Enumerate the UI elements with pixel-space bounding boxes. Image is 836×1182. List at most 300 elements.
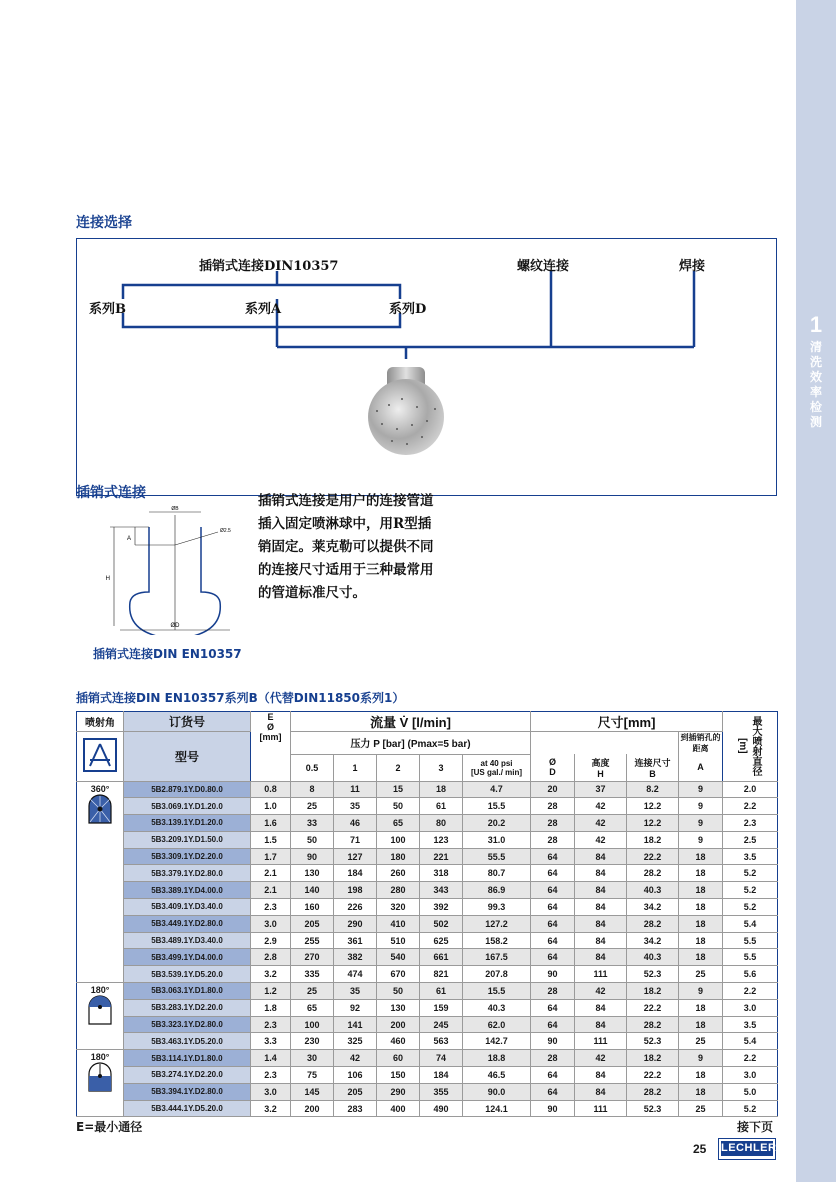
dim-h: 111 (575, 1033, 627, 1050)
e-diameter: 2.1 (251, 865, 291, 882)
header-model: 型号 (124, 732, 251, 782)
dim-h: 42 (575, 831, 627, 848)
e-diameter: 2.1 (251, 882, 291, 899)
flow-2bar: 200 (377, 1016, 420, 1033)
table-row (77, 815, 778, 832)
flow-40psi: 127.2 (463, 915, 531, 932)
flow-3bar: 661 (420, 949, 463, 966)
header-dimensions: 尺寸[mm] (531, 712, 723, 732)
dim-d: 90 (531, 1100, 575, 1117)
header-e-label: E (267, 712, 274, 722)
table-row (77, 1033, 778, 1050)
model-number: 5B3.444.1Y.D5.20.0 (124, 1100, 251, 1117)
flow-3bar: 392 (420, 899, 463, 916)
e-diameter: 1.8 (251, 999, 291, 1016)
table-row (77, 999, 778, 1016)
chapter-title: 清洗效率检测 (809, 340, 822, 429)
label-series-a: 系列A (245, 302, 282, 317)
flow-0-5bar: 65 (291, 999, 334, 1016)
header-pressure: 压力 P [bar] (Pmax=5 bar) (291, 732, 531, 755)
model-number: 5B3.539.1Y.D5.20.0 (124, 966, 251, 983)
header-spray-angle: 喷射角 (77, 712, 124, 732)
flow-0-5bar: 30 (291, 1050, 334, 1067)
flow-0-5bar: 130 (291, 865, 334, 882)
dim-a: 18 (679, 882, 723, 899)
label-thread-connection: 螺纹连接 (517, 259, 570, 274)
page-number: 25 (693, 1142, 707, 1156)
continued-label: 接下页 (737, 1120, 774, 1134)
dim-d-label: ØD (170, 623, 180, 629)
model-number: 5B3.499.1Y.D4.00.0 (124, 949, 251, 966)
flow-40psi: 80.7 (463, 865, 531, 882)
model-number: 5B3.274.1Y.D2.20.0 (124, 1067, 251, 1084)
spray-angle-label: 360° (90, 783, 110, 794)
flow-0-5bar: 200 (291, 1100, 334, 1117)
dim-h: 84 (575, 949, 627, 966)
table-row (77, 983, 778, 1000)
spray-angle-icon (83, 738, 117, 772)
dim-d: 28 (531, 983, 575, 1000)
chapter-side-tab (796, 0, 836, 1182)
pin-connection-description: 插销式连接是用户的连接管道插入固定喷淋球中，用R型插销固定。莱克勒可以提供不同的连接尺寸适用于三种最常用的管道标准尺寸。 (258, 493, 434, 601)
table-row (77, 882, 778, 899)
spray-180-up-icon (87, 995, 113, 1025)
table-row (77, 781, 778, 798)
header-h (575, 754, 627, 781)
header-e (251, 712, 291, 782)
flow-40psi: 15.5 (463, 983, 531, 1000)
flow-0-5bar: 50 (291, 831, 334, 848)
flow-0-5bar: 25 (291, 983, 334, 1000)
model-number: 5B3.489.1Y.D3.40.0 (124, 932, 251, 949)
flow-3bar: 221 (420, 848, 463, 865)
table-row (77, 848, 778, 865)
flow-2bar: 320 (377, 899, 420, 916)
flow-2bar: 670 (377, 966, 420, 983)
flow-3bar: 184 (420, 1067, 463, 1084)
dim-b: 52.3 (627, 966, 679, 983)
dim-a: 18 (679, 1083, 723, 1100)
flow-0-5bar: 75 (291, 1067, 334, 1084)
dim-b: 22.2 (627, 999, 679, 1016)
dim-d: 28 (531, 831, 575, 848)
flow-40psi: 46.5 (463, 1067, 531, 1084)
flow-2bar: 65 (377, 815, 420, 832)
flow-2bar: 50 (377, 798, 420, 815)
chapter-number: 1 (809, 312, 823, 337)
dim-h: 84 (575, 882, 627, 899)
dim-d: 64 (531, 1083, 575, 1100)
flow-0-5bar: 160 (291, 899, 334, 916)
header-e-unit: [mm] (259, 732, 282, 742)
flow-3bar: 245 (420, 1016, 463, 1033)
flow-40psi: 167.5 (463, 949, 531, 966)
max-spray-diameter: 5.2 (723, 865, 778, 882)
table-row (77, 1016, 778, 1033)
max-spray-diameter: 3.5 (723, 848, 778, 865)
flow-3bar: 502 (420, 915, 463, 932)
e-diameter: 1.0 (251, 798, 291, 815)
flow-1bar: 290 (334, 915, 377, 932)
flow-2bar: 510 (377, 932, 420, 949)
max-spray-diameter: 5.6 (723, 966, 778, 983)
flow-2bar: 280 (377, 882, 420, 899)
connection-diagram (76, 238, 777, 496)
flow-3bar: 343 (420, 882, 463, 899)
max-spray-diameter: 2.5 (723, 831, 778, 848)
flow-2bar: 400 (377, 1100, 420, 1117)
flow-3bar: 625 (420, 932, 463, 949)
e-diameter: 3.2 (251, 1100, 291, 1117)
dim-a: 18 (679, 899, 723, 916)
max-spray-diameter: 3.0 (723, 999, 778, 1016)
flow-3bar: 18 (420, 781, 463, 798)
dim-h: 42 (575, 1050, 627, 1067)
header-conn-size-label: 连接尺寸 (634, 757, 671, 768)
flow-0-5bar: 25 (291, 798, 334, 815)
flow-40psi: 86.9 (463, 882, 531, 899)
max-spray-diameter: 5.0 (723, 1083, 778, 1100)
spray-360-icon (87, 794, 113, 824)
model-number: 5B3.463.1Y.D5.20.0 (124, 1033, 251, 1050)
flow-40psi: 158.2 (463, 932, 531, 949)
flow-40psi: 31.0 (463, 831, 531, 848)
flow-40psi: 18.8 (463, 1050, 531, 1067)
flow-1bar: 198 (334, 882, 377, 899)
header-psi-label: at 40 psi (480, 758, 513, 768)
max-spray-diameter: 3.5 (723, 1016, 778, 1033)
header-d-symbol: Ø (549, 757, 557, 768)
dim-a: 18 (679, 999, 723, 1016)
header-psi (463, 754, 531, 781)
max-spray-diameter: 5.4 (723, 1033, 778, 1050)
header-a: A (679, 754, 723, 781)
dim-h: 84 (575, 1067, 627, 1084)
table-row (77, 831, 778, 848)
max-spray-diameter: 2.0 (723, 781, 778, 798)
dim-d: 28 (531, 1050, 575, 1067)
flow-40psi: 142.7 (463, 1033, 531, 1050)
max-spray-diameter: 5.4 (723, 915, 778, 932)
dim-b: 28.2 (627, 1083, 679, 1100)
spray-angle-label: 180° (90, 985, 110, 996)
table-row (77, 1083, 778, 1100)
flow-2bar: 540 (377, 949, 420, 966)
dim-h: 84 (575, 1083, 627, 1100)
e-diameter: 3.3 (251, 1033, 291, 1050)
dim-b: 52.3 (627, 1100, 679, 1117)
flow-0-5bar: 270 (291, 949, 334, 966)
dim-a-label: A (126, 536, 131, 542)
table-row (77, 899, 778, 916)
flow-1bar: 71 (334, 831, 377, 848)
label-welding: 焊接 (679, 259, 706, 274)
max-spray-diameter: 2.2 (723, 983, 778, 1000)
header-e-symbol: Ø (266, 722, 274, 732)
connection-tree-lines (77, 239, 778, 497)
e-diameter: 2.3 (251, 899, 291, 916)
spray-ball-image (368, 367, 444, 455)
label-series-d: 系列D (389, 302, 427, 317)
header-max-spray (723, 712, 778, 782)
flow-40psi: 99.3 (463, 899, 531, 916)
dim-h: 84 (575, 1016, 627, 1033)
dim-a: 18 (679, 932, 723, 949)
flow-0-5bar: 255 (291, 932, 334, 949)
dim-h: 84 (575, 899, 627, 916)
dim-h: 111 (575, 1100, 627, 1117)
flow-0-5bar: 140 (291, 882, 334, 899)
spray-angle-icon-cell (77, 732, 124, 782)
dim-b: 28.2 (627, 865, 679, 882)
dim-b: 22.2 (627, 848, 679, 865)
lechler-logo (718, 1138, 776, 1160)
max-spray-diameter: 2.3 (723, 815, 778, 832)
dim-b: 22.2 (627, 1067, 679, 1084)
dim-a: 18 (679, 848, 723, 865)
e-diameter: 2.8 (251, 949, 291, 966)
flow-40psi: 40.3 (463, 999, 531, 1016)
max-spray-diameter: 3.0 (723, 1067, 778, 1084)
flow-1bar: 325 (334, 1033, 377, 1050)
model-number: 5B3.449.1Y.D2.80.0 (124, 915, 251, 932)
flow-3bar: 61 (420, 983, 463, 1000)
dim-b: 28.2 (627, 915, 679, 932)
header-p-2: 2 (377, 754, 420, 781)
model-number: 5B3.283.1Y.D2.20.0 (124, 999, 251, 1016)
section-title-connection-choice: 连接选择 (76, 215, 132, 231)
model-number: 5B3.063.1Y.D1.80.0 (124, 983, 251, 1000)
flow-40psi: 207.8 (463, 966, 531, 983)
flow-1bar: 42 (334, 1050, 377, 1067)
flow-3bar: 159 (420, 999, 463, 1016)
flow-3bar: 74 (420, 1050, 463, 1067)
flow-1bar: 283 (334, 1100, 377, 1117)
dim-a: 9 (679, 1050, 723, 1067)
dim-b: 12.2 (627, 815, 679, 832)
dim-a: 9 (679, 781, 723, 798)
spray-angle-cell (77, 1050, 124, 1117)
dim-h-label: H (105, 576, 110, 582)
header-p-0-5: 0.5 (291, 754, 334, 781)
flow-2bar: 50 (377, 983, 420, 1000)
dim-a: 25 (679, 966, 723, 983)
header-flow: 流量 V̇ [l/min] (291, 712, 531, 732)
pin-connection-drawing (100, 500, 250, 635)
flow-0-5bar: 33 (291, 815, 334, 832)
flow-1bar: 35 (334, 798, 377, 815)
flow-0-5bar: 335 (291, 966, 334, 983)
dim-a: 9 (679, 798, 723, 815)
dim-b: 28.2 (627, 1016, 679, 1033)
dim-a: 25 (679, 1033, 723, 1050)
model-number: 5B3.309.1Y.D2.20.0 (124, 848, 251, 865)
model-number: 5B3.209.1Y.D1.50.0 (124, 831, 251, 848)
max-spray-diameter: 5.5 (723, 932, 778, 949)
flow-2bar: 180 (377, 848, 420, 865)
spray-angle-cell (77, 983, 124, 1050)
flow-0-5bar: 205 (291, 915, 334, 932)
flow-1bar: 205 (334, 1083, 377, 1100)
flow-0-5bar: 8 (291, 781, 334, 798)
header-h-label: H (597, 768, 604, 779)
e-diameter: 1.7 (251, 848, 291, 865)
model-number: 5B2.879.1Y.D0.80.0 (124, 781, 251, 798)
header-b (627, 754, 679, 781)
dim-h: 42 (575, 983, 627, 1000)
model-number: 5B3.139.1Y.D1.20.0 (124, 815, 251, 832)
model-number: 5B3.394.1Y.D2.80.0 (124, 1083, 251, 1100)
dim-b: 8.2 (627, 781, 679, 798)
e-diameter: 0.8 (251, 781, 291, 798)
dim-h: 84 (575, 915, 627, 932)
dim-b: 12.2 (627, 798, 679, 815)
flow-1bar: 474 (334, 966, 377, 983)
dim-d: 64 (531, 899, 575, 916)
footnote: E=最小通径 (76, 1120, 143, 1134)
dim-h: 84 (575, 848, 627, 865)
max-spray-diameter: 2.2 (723, 1050, 778, 1067)
table-row (77, 798, 778, 815)
dim-h: 42 (575, 815, 627, 832)
flow-2bar: 460 (377, 1033, 420, 1050)
flow-2bar: 150 (377, 1067, 420, 1084)
model-number: 5B3.389.1Y.D4.00.0 (124, 882, 251, 899)
flow-3bar: 355 (420, 1083, 463, 1100)
section-title-pin-connection: 插销式连接 (76, 485, 146, 501)
dim-b: 34.2 (627, 899, 679, 916)
dim-d: 90 (531, 1033, 575, 1050)
header-p-3: 3 (420, 754, 463, 781)
dim-a: 9 (679, 815, 723, 832)
max-spray-diameter: 5.2 (723, 882, 778, 899)
flow-2bar: 260 (377, 865, 420, 882)
header-height-label: 高度 (591, 757, 610, 768)
spray-pattern-icon (77, 1062, 123, 1094)
label-pin-connection: 插销式连接DIN10357 (199, 259, 339, 274)
model-number: 5B3.069.1Y.D1.20.0 (124, 798, 251, 815)
dim-h: 42 (575, 798, 627, 815)
table-row (77, 932, 778, 949)
flow-40psi: 15.5 (463, 798, 531, 815)
spray-pattern-icon (77, 995, 123, 1027)
dim-b: 18.2 (627, 831, 679, 848)
flow-40psi: 62.0 (463, 1016, 531, 1033)
dim-d: 64 (531, 999, 575, 1016)
header-d (531, 754, 575, 781)
dim-a: 25 (679, 1100, 723, 1117)
max-spray-diameter: 5.2 (723, 1100, 778, 1117)
flow-3bar: 61 (420, 798, 463, 815)
flow-0-5bar: 90 (291, 848, 334, 865)
flow-2bar: 410 (377, 915, 420, 932)
spec-table (76, 711, 778, 1117)
dim-h: 84 (575, 932, 627, 949)
dim-a: 18 (679, 915, 723, 932)
flow-40psi: 124.1 (463, 1100, 531, 1117)
dim-h: 84 (575, 865, 627, 882)
model-number: 5B3.323.1Y.D2.80.0 (124, 1016, 251, 1033)
flow-1bar: 92 (334, 999, 377, 1016)
header-order-no: 订货号 (124, 712, 251, 732)
table-row (77, 1100, 778, 1117)
drawing-caption: 插销式连接DIN EN10357 (93, 647, 242, 661)
dim-b: 52.3 (627, 1033, 679, 1050)
header-max-spray-label: 最大喷射直径[m] (737, 716, 762, 777)
flow-1bar: 382 (334, 949, 377, 966)
header-dims-spacer (531, 732, 679, 755)
e-diameter: 2.3 (251, 1016, 291, 1033)
dim-d: 64 (531, 1016, 575, 1033)
flow-1bar: 11 (334, 781, 377, 798)
table-row (77, 865, 778, 882)
header-p-1: 1 (334, 754, 377, 781)
flow-0-5bar: 100 (291, 1016, 334, 1033)
dim-d: 20 (531, 781, 575, 798)
dim-h: 111 (575, 966, 627, 983)
flow-3bar: 318 (420, 865, 463, 882)
header-psi-unit: [US gal./ min] (470, 767, 523, 777)
model-number: 5B3.379.1Y.D2.80.0 (124, 865, 251, 882)
flow-1bar: 46 (334, 815, 377, 832)
e-diameter: 3.2 (251, 966, 291, 983)
e-diameter: 2.9 (251, 932, 291, 949)
table-row (77, 915, 778, 932)
max-spray-diameter: 2.2 (723, 798, 778, 815)
max-spray-diameter: 5.2 (723, 899, 778, 916)
dim-a: 9 (679, 983, 723, 1000)
flow-40psi: 55.5 (463, 848, 531, 865)
e-diameter: 1.4 (251, 1050, 291, 1067)
flow-1bar: 361 (334, 932, 377, 949)
dim-a: 18 (679, 949, 723, 966)
dim-pin-label: Ø2.5 (220, 528, 231, 534)
dim-h: 84 (575, 999, 627, 1016)
flow-40psi: 4.7 (463, 781, 531, 798)
table-row (77, 1067, 778, 1084)
e-diameter: 3.0 (251, 915, 291, 932)
dim-b: 18.2 (627, 1050, 679, 1067)
spec-table-body (77, 781, 778, 1117)
model-number: 5B3.409.1Y.D3.40.0 (124, 899, 251, 916)
dim-a: 9 (679, 831, 723, 848)
dim-a: 18 (679, 1016, 723, 1033)
flow-3bar: 821 (420, 966, 463, 983)
table-row (77, 949, 778, 966)
flow-1bar: 127 (334, 848, 377, 865)
flow-1bar: 141 (334, 1016, 377, 1033)
e-diameter: 1.5 (251, 831, 291, 848)
flow-2bar: 60 (377, 1050, 420, 1067)
table-row (77, 1050, 778, 1067)
dim-b: 34.2 (627, 932, 679, 949)
flow-3bar: 490 (420, 1100, 463, 1117)
header-pin-distance: 到插销孔的距离 (679, 732, 723, 755)
dim-b: 40.3 (627, 949, 679, 966)
spray-angle-cell (77, 781, 124, 983)
e-diameter: 3.0 (251, 1083, 291, 1100)
flow-1bar: 184 (334, 865, 377, 882)
dim-d: 64 (531, 932, 575, 949)
e-diameter: 1.2 (251, 983, 291, 1000)
flow-2bar: 15 (377, 781, 420, 798)
flow-2bar: 130 (377, 999, 420, 1016)
dim-a: 18 (679, 865, 723, 882)
flow-1bar: 226 (334, 899, 377, 916)
table-title: 插销式连接DIN EN10357系列B（代替DIN11850系列1） (76, 691, 405, 705)
dim-d: 28 (531, 798, 575, 815)
dim-d: 64 (531, 1067, 575, 1084)
